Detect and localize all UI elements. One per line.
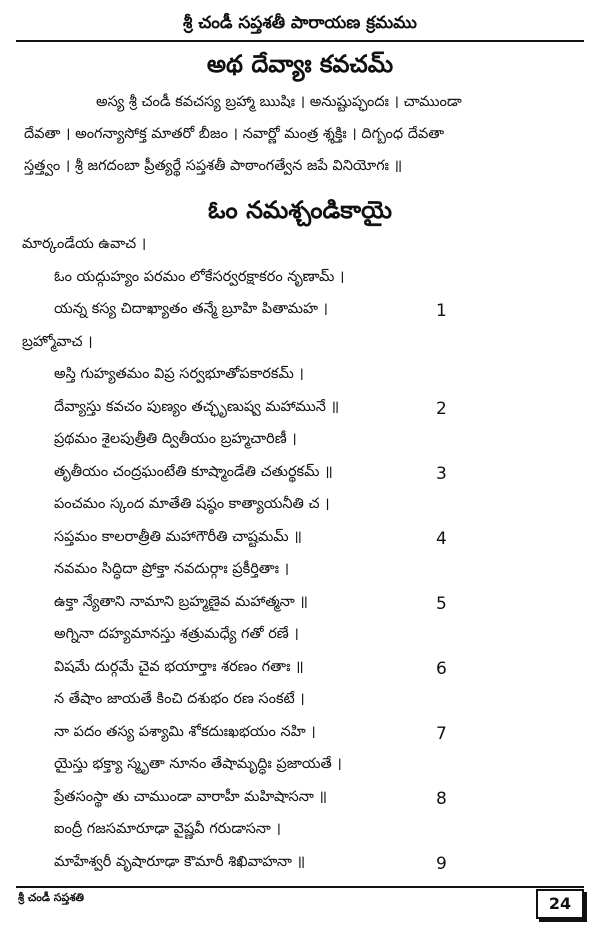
- verse-number: 6: [436, 658, 447, 679]
- verse-line: [22, 848, 576, 881]
- verse-text: అస్తి గుహ్యతమం విప్ర సర్వభూతోపకారకమ్ ।: [54, 366, 304, 383]
- verse-number: 2: [436, 398, 447, 419]
- verse-line: [22, 458, 576, 491]
- verse-number: 5: [436, 593, 447, 614]
- verse-number: 9: [436, 853, 447, 874]
- verse-text: బ్రహ్మోవాచ ।: [22, 333, 93, 350]
- verse-text: నా పదం తస్య పశ్యామి శోకదుఃఖభయం నహి ।: [54, 723, 316, 740]
- verse-line: [22, 653, 576, 686]
- verse-line: [22, 620, 576, 653]
- verse-text: ఉక్తా న్యేతాని నామాని బ్రహ్మణైవ మహాత్మనా ॥: [54, 593, 308, 610]
- verse-line: [22, 425, 576, 458]
- verse-line: [22, 815, 576, 848]
- verse-text: నవమం సిద్ధిదా ప్రోక్తా నవదుర్గాః ప్రకీర్తితాః ।: [54, 561, 290, 578]
- speaker-line: [22, 328, 576, 361]
- verse-text: విషమే దుర్గమే చైవ భయార్తాః శరణం గతాః ॥: [54, 658, 304, 675]
- verse-line: [22, 718, 576, 751]
- header-rule: [16, 40, 584, 42]
- verse-line: [22, 750, 576, 783]
- invocation-heading: ఓం నమశ్చండికాయై: [208, 196, 392, 224]
- verse-line: [22, 523, 576, 556]
- verse-text: ఓం యద్గుహ్యం పరమం లోకేసర్వరక్షాకరం నృణామ్ ।: [54, 268, 345, 285]
- verse-text: న తేషాం జాయతే కించి దశుభం రణ సంకటే ।: [54, 691, 305, 708]
- verse-text: ఐంద్రీ గజసమారూఢా వైష్ణవీ గరుడాసనా ।: [54, 821, 281, 838]
- verse-line: [22, 295, 576, 328]
- verse-line: [22, 490, 576, 523]
- kavacham-intro: [24, 86, 576, 182]
- footer-book-title: శ్రీ చండీ సప్తశతి: [18, 891, 84, 904]
- verse-line: [22, 360, 576, 393]
- footer-rule: [16, 886, 584, 888]
- verse-line: [22, 555, 576, 588]
- intro-line: దేవతా । అంగన్యాసోక్త మాతరో బీజం । నవార్ణో మంత్ర శ్శక్తిః । దిగ్బంధ దేవతా: [24, 126, 445, 142]
- kavacham-title: అథ దేవ్యాః కవచమ్: [206, 50, 394, 78]
- verse-text: ప్రథమం శైలపుత్రీతి ద్వితీయం బ్రహ్మచారిణీ ।: [54, 431, 297, 448]
- verse-text: యన్న కస్య చిదాఖ్యాతం తన్మే బ్రూహి పితామహ ।: [54, 301, 329, 318]
- verse-number: 7: [436, 723, 447, 744]
- verse-text: ప్రేతసంస్థా తు చాముండా వారాహీ మహిషాసనా ॥: [54, 788, 328, 805]
- verse-text: మాహేశ్వరీ వృషారూఢా కౌమారీ శిఖివాహనా ॥: [54, 853, 306, 870]
- verse-number: 4: [436, 528, 447, 549]
- speaker-line: [22, 230, 576, 263]
- verse-number: 8: [436, 788, 447, 809]
- running-header: శ్రీ చండీ సప్తశతీ పారాయణ క్రమము: [183, 13, 417, 33]
- verse-text: మార్కండేయ ఉవాచ ।: [22, 236, 147, 253]
- page-number: 24: [536, 889, 584, 919]
- verse-line: [22, 783, 576, 816]
- verse-line: [22, 393, 576, 426]
- verse-list: [22, 230, 576, 880]
- verse-text: అగ్నినా దహ్యమానస్తు శత్రుమధ్యే గతో రణే ।: [54, 626, 299, 643]
- verse-text: తృతీయం చంద్రఘంటేతి కూష్మాండేతి చతుర్థకమ్ ॥: [54, 463, 333, 480]
- verse-line: [22, 588, 576, 621]
- verse-text: దేవ్యాస్తు కవచం పుణ్యం తచ్ఛృణుష్వ మహామునే ॥: [54, 398, 340, 415]
- verse-text: యైస్తు భక్త్యా స్మృతా నూనం తేషామృద్ధిః ప్రజాయతే ।: [54, 756, 342, 773]
- verse-number: 1: [436, 301, 447, 322]
- verse-text: సప్తమం కాలరాత్రీతి మహాగౌరీతి చాష్టమమ్ ॥: [54, 528, 302, 545]
- verse-line: [22, 263, 576, 296]
- verse-line: [22, 685, 576, 718]
- verse-number: 3: [436, 463, 447, 484]
- intro-line: స్తత్త్వం । శ్రీ జగదంబా ప్రీత్యర్థే సప్తశతీ పాఠాంగత్వేన జపే వినియోగః ॥: [24, 158, 403, 174]
- verse-text: పంచమం స్కంద మాతేతి షష్ఠం కాత్యాయనీతి చ ।: [54, 496, 330, 513]
- intro-line: అస్య శ్రీ చండీ కవచస్య బ్రహ్మా ఋషిః । అనుష్టుప్ఛందః । చాముండా: [96, 94, 462, 110]
